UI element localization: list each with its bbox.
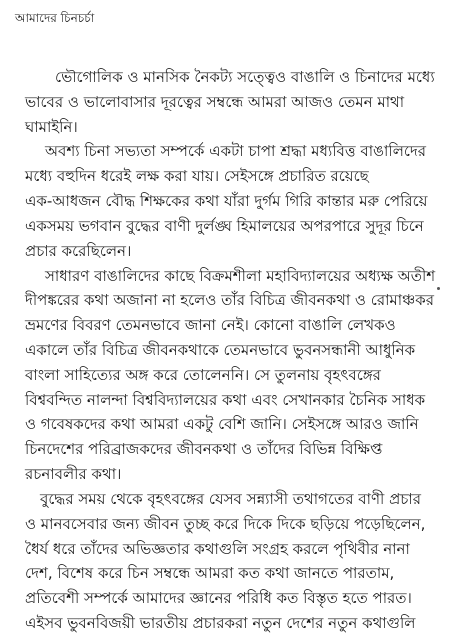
text-line: মধ্যে বহুদিন ধরেই লক্ষ করা যায়। সেইসঙ্গে প্রচারিত রয়েছে xyxy=(25,167,369,185)
text-line: এক-আধজন বৌদ্ধ শিক্ষকের কথা যাঁরা দুর্গম গিরি কান্তার মরু পেরিয়ে xyxy=(25,192,428,210)
text-line: ভ্রমণের বিবরণ তেমনভাবে জানা নেই। কোনো বাঙালি লেখকও xyxy=(25,316,396,334)
text-line: সাধারণ বাঙালিদের কাছে বিক্রমশীলা মহাবিদ্যালয়ের অধ্যক্ষ অতীশ xyxy=(45,267,436,285)
text-line: অবশ্য চিনা সভ্যতা সম্পর্কে একটা চাপা শ্রদ্ধা মধ্যবিত্ত বাঙালিদের xyxy=(45,142,427,160)
text-line: একসময় ভগবান বুদ্ধের বাণী দুর্লঙ্ঘ হিমালয়ের অপরপারে সুদূর চিনে xyxy=(25,217,424,235)
scan-speck xyxy=(437,287,440,290)
text-line: বাংলা সাহিত্যের অঙ্গ করে তোলেননি। সে তুলনায় বৃহৎবঙ্গের xyxy=(25,366,381,384)
text-line: বুদ্ধের সময় থেকে বৃহৎবঙ্গের যেসব সন্ন্যাসী তথাগতের বাণী প্রচার xyxy=(40,490,421,508)
text-line: রচনাবলীর কথা। xyxy=(25,465,122,483)
text-line: ধৈর্য ধরে তাঁদের অভিজ্ঞতার কথাগুলি সংগ্রহ করলে পৃথিবীর নানা xyxy=(25,540,410,558)
text-line: দীপঙ্করের কথা অজানা না হলেও তাঁর বিচিত্র জীবনকথা ও রোমাঞ্চকর xyxy=(25,291,434,309)
text-line: চিনদেশের পরিব্রাজকদের জীবনকথা ও তাঁদের বিভিন্ন বিক্ষিপ্ত xyxy=(25,440,383,458)
text-line: ও মানবসেবার জন্য জীবন তুচ্ছ করে দিকে দিকে ছড়িয়ে পড়েছিলেন, xyxy=(25,515,426,533)
text-line: প্রতিবেশী সম্পর্কে আমাদের জ্ঞানের পরিধি কত বিস্তৃত হতে পারত। xyxy=(25,589,412,607)
text-line: দেশ, বিশেষ করে চিন সম্বন্ধে আমরা কত কথা জানতে পারতাম, xyxy=(25,564,395,582)
text-line: ভাবের ও ভালোবাসার দূরত্বের সম্বন্ধে আমরা আজও তেমন মাথা xyxy=(25,93,405,111)
text-line: এইসব ভুবনবিজয়ী ভারতীয় প্রচারকরা নতুন দেশের নতুন কথাগুলি xyxy=(25,614,416,632)
text-line: বিশ্ববন্দিত নালন্দা বিশ্ববিদ্যালয়ের কথা এবং সেখানকার চৈনিক সাধক xyxy=(25,391,426,409)
text-line: ঘামাইনি। xyxy=(25,118,78,136)
text-line: ভৌগোলিক ও মানসিক নৈকট্য সত্ত্বেও বাঙালি ও চিনাদের মধ্যে xyxy=(55,68,435,86)
text-line: ও গবেষকদের কথা আমরা একটু বেশি জানি। সেইসঙ্গে আরও জানি xyxy=(25,415,419,433)
running-head: আমাদের চিনচর্চা xyxy=(15,11,95,25)
text-line: একালে তাঁর বিচিত্র জীবনকথাকে তেমনভাবে ভুবনসন্ধানী আধুনিক xyxy=(25,341,416,359)
text-line: প্রচার করেছিলেন। xyxy=(25,242,132,260)
